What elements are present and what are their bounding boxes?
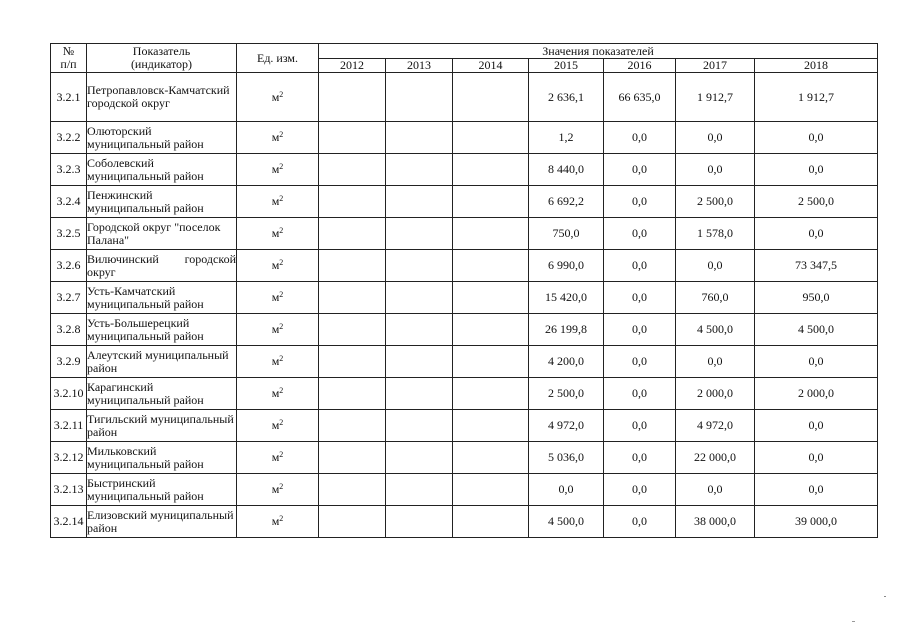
unit-text: м	[271, 418, 280, 432]
row-indicator-name: Усть-Большерецкий муниципальный район	[87, 314, 237, 346]
unit-superscript: 2	[279, 386, 284, 395]
row-unit	[237, 442, 319, 474]
row-unit	[237, 154, 319, 186]
row-number: 3.2.13	[51, 474, 87, 506]
row-value	[386, 314, 453, 346]
header-year: 2018	[755, 59, 878, 73]
row-value: 4 500,0	[676, 314, 755, 346]
row-value: 22 000,0	[676, 442, 755, 474]
unit-text: м	[271, 514, 280, 528]
row-value: 0,0	[604, 314, 676, 346]
header-values	[319, 44, 878, 59]
row-number: 3.2.14	[51, 506, 87, 538]
row-value	[453, 346, 529, 378]
row-value: 2 636,1	[529, 73, 604, 122]
row-value	[319, 250, 386, 282]
row-value	[386, 474, 453, 506]
row-number: 3.2.7	[51, 282, 87, 314]
row-indicator-name: Алеутский муниципальный район	[87, 346, 237, 378]
row-value	[319, 506, 386, 538]
unit-superscript: 2	[279, 514, 284, 523]
row-value: 15 420,0	[529, 282, 604, 314]
row-value: 0,0	[604, 186, 676, 218]
row-value: 8 440,0	[529, 154, 604, 186]
row-value: 760,0	[676, 282, 755, 314]
row-value: 1,2	[529, 122, 604, 154]
table-row	[51, 73, 878, 122]
row-value: 2 000,0	[755, 378, 878, 410]
unit-text: м	[271, 194, 280, 208]
unit-superscript: 2	[279, 322, 284, 331]
row-value	[319, 314, 386, 346]
row-value	[453, 314, 529, 346]
unit-text: м	[271, 290, 280, 304]
row-indicator-name: Карагинский муниципальный район	[87, 378, 237, 410]
row-indicator-name: Соболевский муниципальный район	[87, 154, 237, 186]
row-number: 3.2.8	[51, 314, 87, 346]
row-number: 3.2.2	[51, 122, 87, 154]
row-value: 0,0	[755, 122, 878, 154]
row-value	[453, 474, 529, 506]
table-row	[51, 122, 878, 154]
row-value: 0,0	[676, 250, 755, 282]
header-year: 2014	[453, 59, 529, 73]
row-indicator-name: Петропавловск-Камчатский городской округ	[87, 73, 237, 122]
row-value	[319, 410, 386, 442]
row-value	[319, 442, 386, 474]
row-unit	[237, 250, 319, 282]
unit-superscript: 2	[279, 258, 284, 267]
row-value	[453, 122, 529, 154]
row-value: 0,0	[676, 154, 755, 186]
table-row	[51, 218, 878, 250]
row-value	[319, 378, 386, 410]
unit-text: м	[271, 386, 280, 400]
row-value	[319, 218, 386, 250]
unit-text: м	[271, 450, 280, 464]
row-unit	[237, 282, 319, 314]
row-value: 66 635,0	[604, 73, 676, 122]
row-value: 4 500,0	[755, 314, 878, 346]
row-value: 0,0	[604, 506, 676, 538]
table-row	[51, 186, 878, 218]
scan-speck	[852, 621, 855, 622]
row-number: 3.2.1	[51, 73, 87, 122]
row-value	[319, 346, 386, 378]
row-value: 0,0	[755, 346, 878, 378]
unit-text: м	[271, 162, 280, 176]
row-value	[386, 250, 453, 282]
row-value	[453, 186, 529, 218]
row-value: 6 692,2	[529, 186, 604, 218]
row-value	[453, 154, 529, 186]
row-value: 950,0	[755, 282, 878, 314]
row-value: 0,0	[755, 474, 878, 506]
indicators-table	[50, 43, 878, 538]
row-value: 0,0	[604, 474, 676, 506]
unit-superscript: 2	[279, 226, 284, 235]
row-indicator-name: Усть-Камчатский муниципальный район	[87, 282, 237, 314]
row-value: 6 990,0	[529, 250, 604, 282]
row-value	[386, 218, 453, 250]
row-value: 0,0	[604, 250, 676, 282]
row-indicator-name: Олюторский муниципальный район	[87, 122, 237, 154]
header-year: 2016	[604, 59, 676, 73]
row-number: 3.2.10	[51, 378, 87, 410]
row-value	[319, 474, 386, 506]
row-unit	[237, 186, 319, 218]
row-value: 0,0	[529, 474, 604, 506]
row-value	[386, 442, 453, 474]
row-value	[319, 154, 386, 186]
row-value	[386, 410, 453, 442]
unit-text: м	[271, 89, 280, 104]
unit-text: м	[271, 354, 280, 368]
row-value	[453, 282, 529, 314]
row-number: 3.2.11	[51, 410, 87, 442]
row-value: 4 972,0	[529, 410, 604, 442]
row-value	[319, 186, 386, 218]
row-value	[386, 186, 453, 218]
row-value: 0,0	[604, 282, 676, 314]
row-value	[386, 122, 453, 154]
row-unit	[237, 474, 319, 506]
unit-superscript: 2	[279, 354, 284, 363]
unit-text: м	[271, 258, 280, 272]
row-indicator-name: Мильковский муниципальный район	[87, 442, 237, 474]
row-value	[453, 442, 529, 474]
row-value: 0,0	[755, 410, 878, 442]
row-number: 3.2.5	[51, 218, 87, 250]
row-value	[319, 73, 386, 122]
unit-superscript: 2	[279, 89, 284, 99]
row-value: 2 500,0	[529, 378, 604, 410]
row-value: 0,0	[755, 154, 878, 186]
row-unit	[237, 346, 319, 378]
unit-superscript: 2	[279, 418, 284, 427]
unit-text: м	[271, 482, 280, 496]
row-value	[453, 378, 529, 410]
table-row	[51, 506, 878, 538]
row-value	[319, 122, 386, 154]
unit-superscript: 2	[279, 194, 284, 203]
row-value: 750,0	[529, 218, 604, 250]
row-value: 2 500,0	[755, 186, 878, 218]
row-value: 39 000,0	[755, 506, 878, 538]
table-row	[51, 154, 878, 186]
row-value: 1 912,7	[676, 73, 755, 122]
row-unit	[237, 378, 319, 410]
row-value: 2 500,0	[676, 186, 755, 218]
row-value: 38 000,0	[676, 506, 755, 538]
row-value: 4 972,0	[676, 410, 755, 442]
row-value	[453, 250, 529, 282]
row-value	[386, 73, 453, 122]
row-value: 4 200,0	[529, 346, 604, 378]
row-value: 0,0	[604, 378, 676, 410]
table-row	[51, 282, 878, 314]
table-row	[51, 346, 878, 378]
scan-speck	[884, 596, 886, 597]
row-value	[386, 154, 453, 186]
row-value: 5 036,0	[529, 442, 604, 474]
unit-text: м	[271, 322, 280, 336]
table-row	[51, 378, 878, 410]
row-unit	[237, 122, 319, 154]
row-value: 0,0	[604, 410, 676, 442]
row-indicator-name: Городской округ "поселок Палана"	[87, 218, 237, 250]
unit-superscript: 2	[279, 450, 284, 459]
row-value: 0,0	[604, 346, 676, 378]
table-row	[51, 410, 878, 442]
row-value: 0,0	[755, 442, 878, 474]
row-unit	[237, 410, 319, 442]
row-number: 3.2.9	[51, 346, 87, 378]
header-year: 2013	[386, 59, 453, 73]
row-value: 26 199,8	[529, 314, 604, 346]
row-value	[386, 346, 453, 378]
unit-text: м	[271, 130, 280, 144]
row-number: 3.2.4	[51, 186, 87, 218]
unit-text: м	[271, 226, 280, 240]
row-value: 4 500,0	[529, 506, 604, 538]
row-value	[453, 410, 529, 442]
row-value: 1 578,0	[676, 218, 755, 250]
table-row	[51, 442, 878, 474]
table-row	[51, 474, 878, 506]
header-indicator-label: Показатель (индикатор)	[130, 44, 193, 71]
row-value: 0,0	[604, 154, 676, 186]
row-indicator-name: Быстринский муниципальный район	[87, 474, 237, 506]
row-value: 0,0	[755, 218, 878, 250]
row-indicator-name: Вилючинский городской округ	[87, 250, 237, 282]
row-value	[386, 378, 453, 410]
row-value: 0,0	[604, 442, 676, 474]
row-unit	[237, 218, 319, 250]
table-row	[51, 250, 878, 282]
header-num-label: № п/п	[60, 44, 77, 71]
row-value	[453, 506, 529, 538]
unit-superscript: 2	[279, 482, 284, 491]
row-number: 3.2.12	[51, 442, 87, 474]
row-value	[453, 73, 529, 122]
row-value: 0,0	[676, 474, 755, 506]
row-unit	[237, 314, 319, 346]
row-value: 2 000,0	[676, 378, 755, 410]
row-indicator-name: Елизовский муниципальный район	[87, 506, 237, 538]
row-value	[453, 218, 529, 250]
unit-superscript: 2	[279, 130, 284, 139]
header-year: 2012	[319, 59, 386, 73]
row-value	[386, 282, 453, 314]
row-indicator-name: Пенжинский муниципальный район	[87, 186, 237, 218]
row-value: 0,0	[676, 346, 755, 378]
row-unit	[237, 506, 319, 538]
unit-superscript: 2	[279, 290, 284, 299]
row-value	[319, 282, 386, 314]
header-year: 2017	[676, 59, 755, 73]
header-indicator	[87, 44, 237, 73]
header-unit-label: Ед. изм.	[256, 50, 299, 65]
row-value	[386, 506, 453, 538]
row-value: 0,0	[604, 122, 676, 154]
row-indicator-name: Тигильский муниципальный район	[87, 410, 237, 442]
table-row	[51, 314, 878, 346]
row-number: 3.2.6	[51, 250, 87, 282]
header-values-label: Значения показателей	[542, 43, 654, 58]
row-number: 3.2.3	[51, 154, 87, 186]
row-unit	[237, 73, 319, 122]
header-unit	[237, 44, 319, 73]
unit-superscript: 2	[279, 162, 284, 171]
row-value: 73 347,5	[755, 250, 878, 282]
header-num	[51, 44, 87, 73]
row-value: 1 912,7	[755, 73, 878, 122]
row-value: 0,0	[676, 122, 755, 154]
row-value: 0,0	[604, 218, 676, 250]
header-year: 2015	[529, 59, 604, 73]
